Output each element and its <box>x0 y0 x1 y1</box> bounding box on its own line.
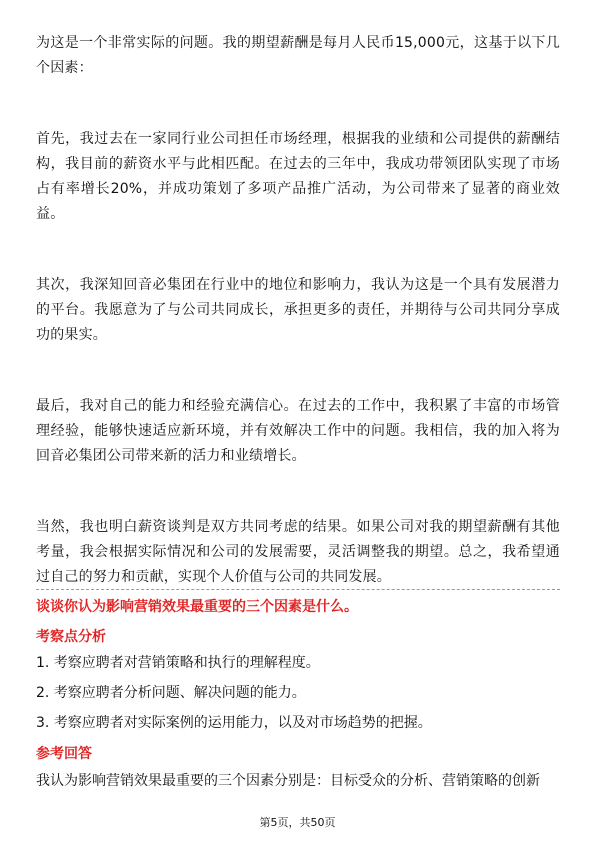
paragraph: 最后，我对自己的能力和经验充满信心。在过去的工作中，我积累了丰富的市场管理经验，能够快速适应新环境，并有效解决工作中的问题。我相信，我的加入将为回音必集团公司带来新的活力和业绩增长。 <box>36 398 560 464</box>
analysis-list <box>36 653 560 743</box>
list-item: 2. 考察应聘者分析问题、解决问题的能力。 <box>36 685 306 701</box>
paragraph-gap <box>36 227 560 273</box>
paragraph: 首先，我过去在一家同行业公司担任市场经理，根据我的业绩和公司提供的薪酬结构，我目前的薪资水平与此相匹配。在过去的三年中，我成功带领团队实现了市场占有率增长20%，并成功策划了多项产品推广活动，为公司带来了显著的商业效益。 <box>36 131 560 222</box>
answer-heading: 参考回答 <box>36 746 92 762</box>
list-item: 1. 考察应聘者对营销策略和执行的理解程度。 <box>36 655 320 671</box>
page-number: 第5页，共50页 <box>259 816 336 829</box>
answer-body <box>36 31 560 590</box>
section-divider <box>36 589 560 590</box>
paragraph-gap <box>36 81 560 127</box>
paragraph-gap <box>36 469 560 515</box>
paragraph-gap <box>36 348 560 394</box>
list-item: 3. 考察应聘者对实际案例的运用能力，以及对市场趋势的把握。 <box>36 715 432 731</box>
paragraph: 为这是一个非常实际的问题。我的期望薪酬是每月人民币15,000元，这基于以下几个因素： <box>36 35 560 76</box>
analysis-heading: 考察点分析 <box>36 629 106 645</box>
answer-text: 我认为影响营销效果最重要的三个因素分别是：目标受众的分析、营销策略的创新 <box>36 773 540 789</box>
paragraph: 其次，我深知回音必集团在行业中的地位和影响力，我认为这是一个具有发展潜力的平台。我愿意为了与公司共同成长，承担更多的责任，并期待与公司共同分享成功的果实。 <box>36 277 560 343</box>
paragraph: 当然，我也明白薪资谈判是双方共同考虑的结果。如果公司对我的期望薪酬有其他考量，我会根据实际情况和公司的发展需要，灵活调整我的期望。总之，我希望通过自己的努力和贡献，实现个人价值与公司的共同发展。 <box>36 519 560 585</box>
question-heading: 谈谈你认为影响营销效果最重要的三个因素是什么。 <box>36 599 358 615</box>
